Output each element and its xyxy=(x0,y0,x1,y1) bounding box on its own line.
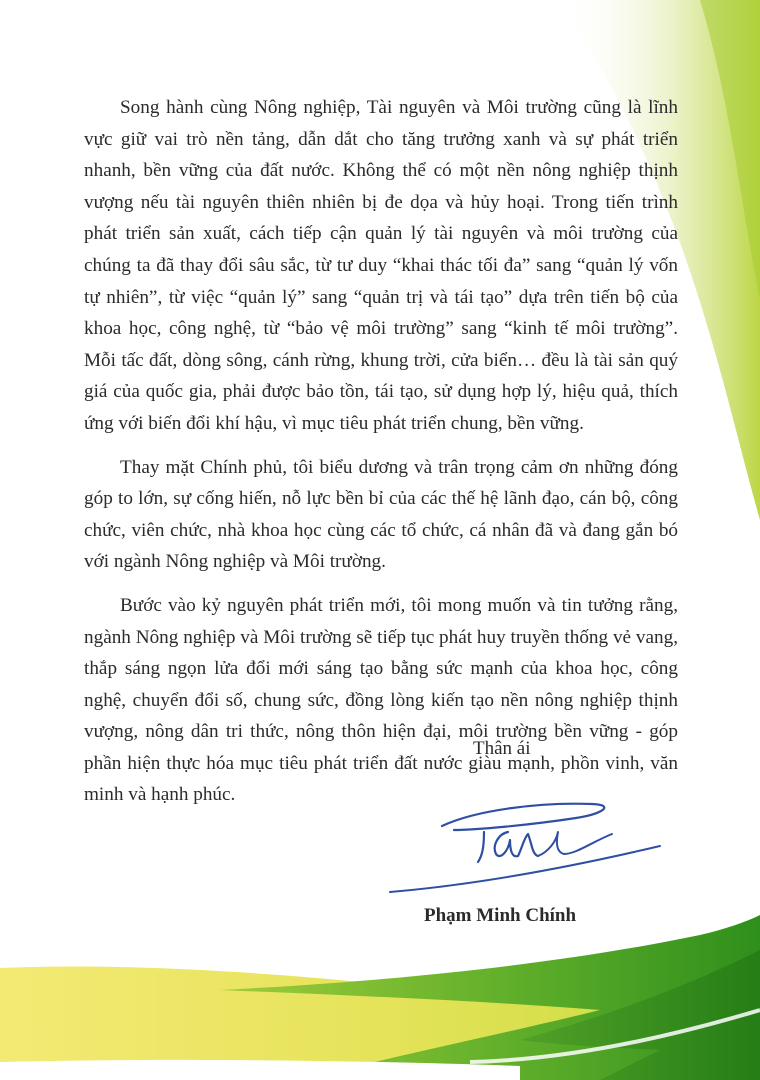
signature-image xyxy=(380,790,670,900)
bottom-wave xyxy=(0,915,760,1080)
signer-name: Phạm Minh Chính xyxy=(424,905,577,926)
letter-body xyxy=(84,92,678,823)
paragraph: Song hành cùng Nông nghiệp, Tài nguyên và Môi trường cũng là lĩnh vực giữ vai trò nền tảng, dẫn dắt cho tăng trưởng xanh và sự phát triển nhanh, bền vững của đất nước. Không thể có một nền nông nghiệp thịnh vượng nếu tài nguyên thiên nhiên bị đe dọa và hủy hoại. Trong tiến trình phát triển sản xuất, cách tiếp cận quản lý tài nguyên và môi trường của chúng ta đã thay đổi sâu sắc, từ tư duy “khai thác tối đa” sang “quản lý vốn tự nhiên”, từ việc “quản lý” sang “quản trị và tái tạo” dựa trên tiến bộ của khoa học, công nghệ, từ “bảo vệ môi trường” sang “kinh tế môi trường”. Mỗi tấc đất, dòng sông, cánh rừng, khung trời, cửa biển… đều là tài sản quý giá của quốc gia, phải được bảo tồn, tái tạo, sử dụng hợp lý, hiệu quả, thích ứng với biến đổi khí hậu, vì mục tiêu phát triển chung, bền vững. xyxy=(84,97,678,434)
paragraph: Thay mặt Chính phủ, tôi biểu dương và trân trọng cảm ơn những đóng góp to lớn, sự cống hiến, nỗ lực bền bỉ của các thế hệ lãnh đạo, cán bộ, công chức, viên chức, nhà khoa học cùng các tổ chức, cá nhân đã và đang gắn bó với ngành Nông nghiệp và Môi trường. xyxy=(84,456,678,573)
closing-salutation: Thân ái xyxy=(473,738,531,759)
paragraph: Bước vào kỷ nguyên phát triển mới, tôi mong muốn và tin tưởng rằng, ngành Nông nghiệp và Môi trường sẽ tiếp tục phát huy truyền thống vẻ vang, thắp sáng ngọn lửa đổi mới sáng tạo bằng sức mạnh của khoa học, công nghệ, chuyển đổi số, chung sức, đồng lòng kiến tạo nền nông nghiệp thịnh vượng, nông dân tri thức, nông thôn hiện đại, môi trường bền vững - góp phần hiện thực hóa mục tiêu phát triển đất nước giàu mạnh, phồn vinh, văn minh và hạnh phúc. xyxy=(84,594,678,806)
